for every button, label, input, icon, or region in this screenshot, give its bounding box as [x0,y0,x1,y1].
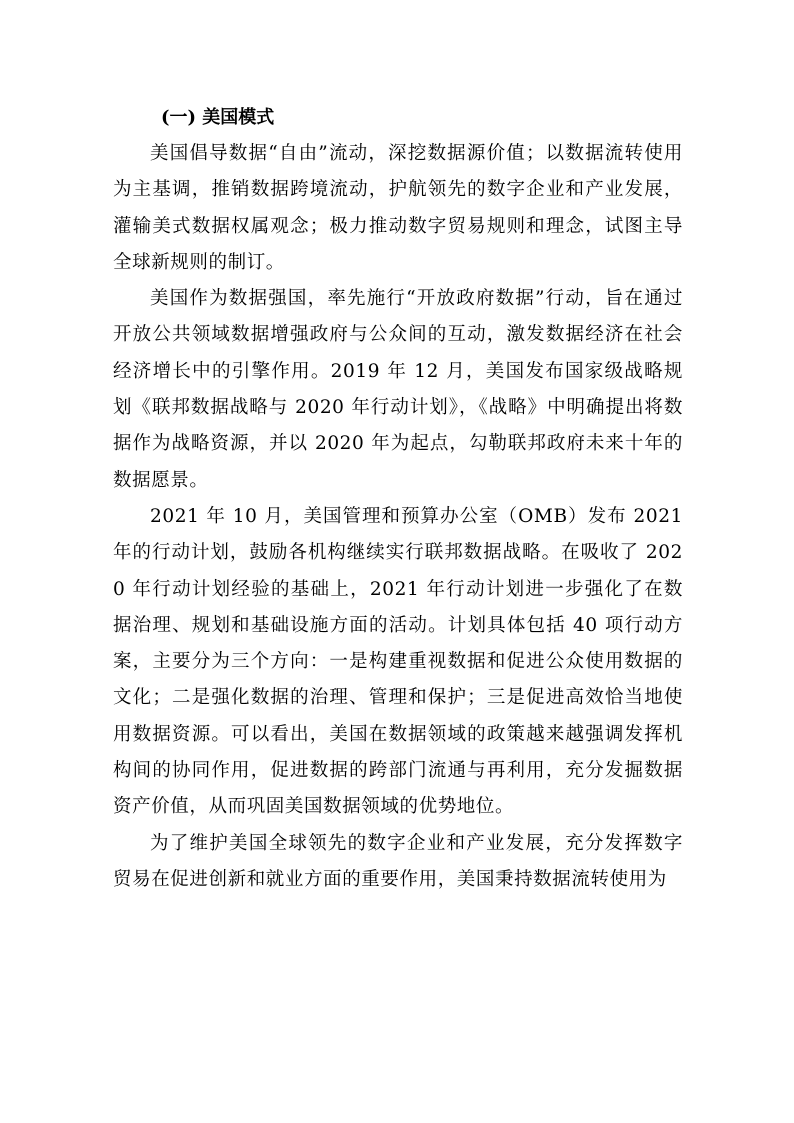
paragraph-2: 美国作为数据强国，率先施行“开放政府数据”行动，旨在通过开放公共领域数据增强政府与公众间的互动，激发数据经济在社会经济增长中的引擎作用。2019 年 12 月，美国发布国家级战略规划《联邦数据战略与 2020 年行动计划》，《战略》中明确提出将数据作为战略资源，并以 2020 年为起点，勾勒联邦政府未来十年的数据愿景。 [113,288,683,491]
paragraph-4: 为了维护美国全球领先的数字企业和产业发展，充分发挥数字贸易在促进创新和就业方面的重要作用，美国秉持数据流转使用为 [113,832,683,890]
paragraph-3: 2021 年 10 月，美国管理和预算办公室（OMB）发布 2021 年的行动计划，鼓励各机构继续实行联邦数据战略。在吸收了 2020 年行动计划经验的基础上，2021 年行动计划进一步强化了在数据治理、规划和基础设施方面的活动。计划具体包括 40 项行动方案，主要分为三个方向：一是构建重视数据和促进公众使用数据的文化；二是强化数据的治理、管理和保护；三是促进高效恰当地使用数据资源。可以看出，美国在数据领域的政策越来越强调发挥机构间的协同作用，促进数据的跨部门流通与再利用，充分发掘数据资产价值，从而巩固美国数据领域的优势地位。 [113,505,683,818]
page-content [113,100,683,898]
paragraph-1: 美国倡导数据“自由”流动，深挖数据源价值；以数据流转使用为主基调，推销数据跨境流动，护航领先的数字企业和产业发展，灌输美式数据权属观念；极力推动数字贸易规则和理念，试图主导全球新规则的制订。 [113,143,683,273]
section-heading: (一) 美国模式 [161,107,275,128]
